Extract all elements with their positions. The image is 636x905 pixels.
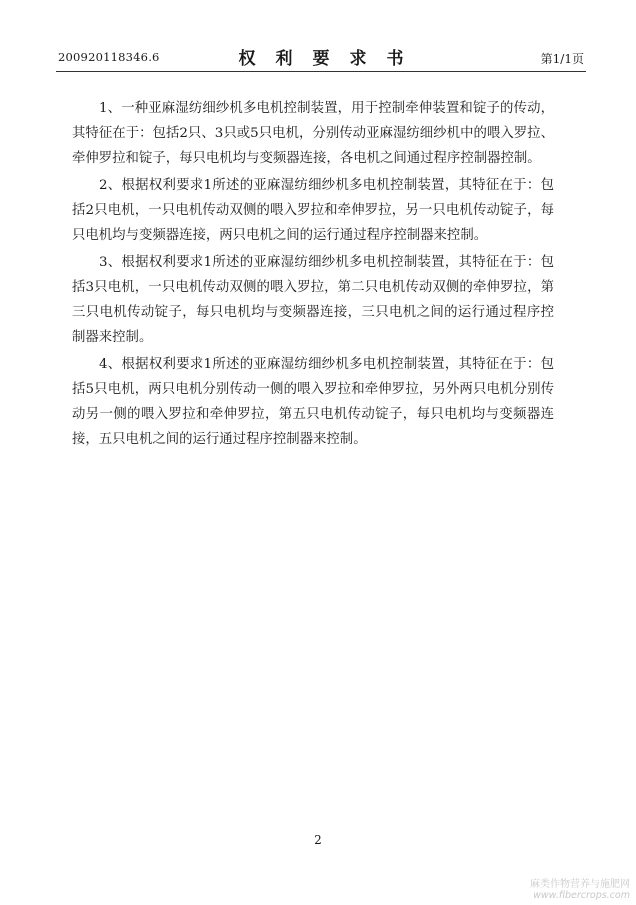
- page-indicator: 第1/1页: [540, 52, 584, 66]
- claim-4: 4、根据权利要求1所述的亚麻湿纺细纱机多电机控制装置，其特征在于：包括5只电机，两只电机分别传动一侧的喂入罗拉和牵伸罗拉，另外两只电机分别传动另一侧的喂入罗拉和牵伸罗拉，第五只电机传动锭子，每只电机均与变频器连接，五只电机之间的运行通过程序控制器来控制。: [72, 357, 554, 447]
- claim-2: 2、根据权利要求1所述的亚麻湿纺细纱机多电机控制装置，其特征在于：包括2只电机，一只电机传动双侧的喂入罗拉和牵伸罗拉，另一只电机传动锭子，每只电机均与变频器连接，两只电机之间的运行通过程序控制器来控制。: [72, 178, 554, 243]
- page-header: [58, 44, 584, 72]
- watermark: [530, 879, 630, 901]
- header-divider: [56, 71, 586, 72]
- application-number: 200920118346.6: [58, 50, 160, 64]
- page-number: 2: [314, 833, 322, 847]
- claim-1: 1、一种亚麻湿纺细纱机多电机控制装置，用于控制牵伸装置和锭子的传动，其特征在于：包括2只、3只或5只电机，分别传动亚麻湿纺细纱机中的喂入罗拉、牵伸罗拉和锭子，每只电机均与变频器连接，各电机之间通过程序控制器控制。: [72, 101, 554, 166]
- claim-3: 3、根据权利要求1所述的亚麻湿纺细纱机多电机控制装置，其特征在于：包括3只电机，一只电机传动双侧的喂入罗拉，第二只电机传动双侧的牵伸罗拉，第三只电机传动锭子，每只电机均与变频器连接，三只电机之间的运行通过程序控制器来控制。: [72, 255, 554, 345]
- watermark-site-name: 麻类作物营养与施肥网: [530, 879, 630, 890]
- watermark-url: www.fibercrops.com: [533, 890, 630, 901]
- document-title: 权利要求书: [238, 49, 424, 69]
- claims-body: [72, 96, 554, 454]
